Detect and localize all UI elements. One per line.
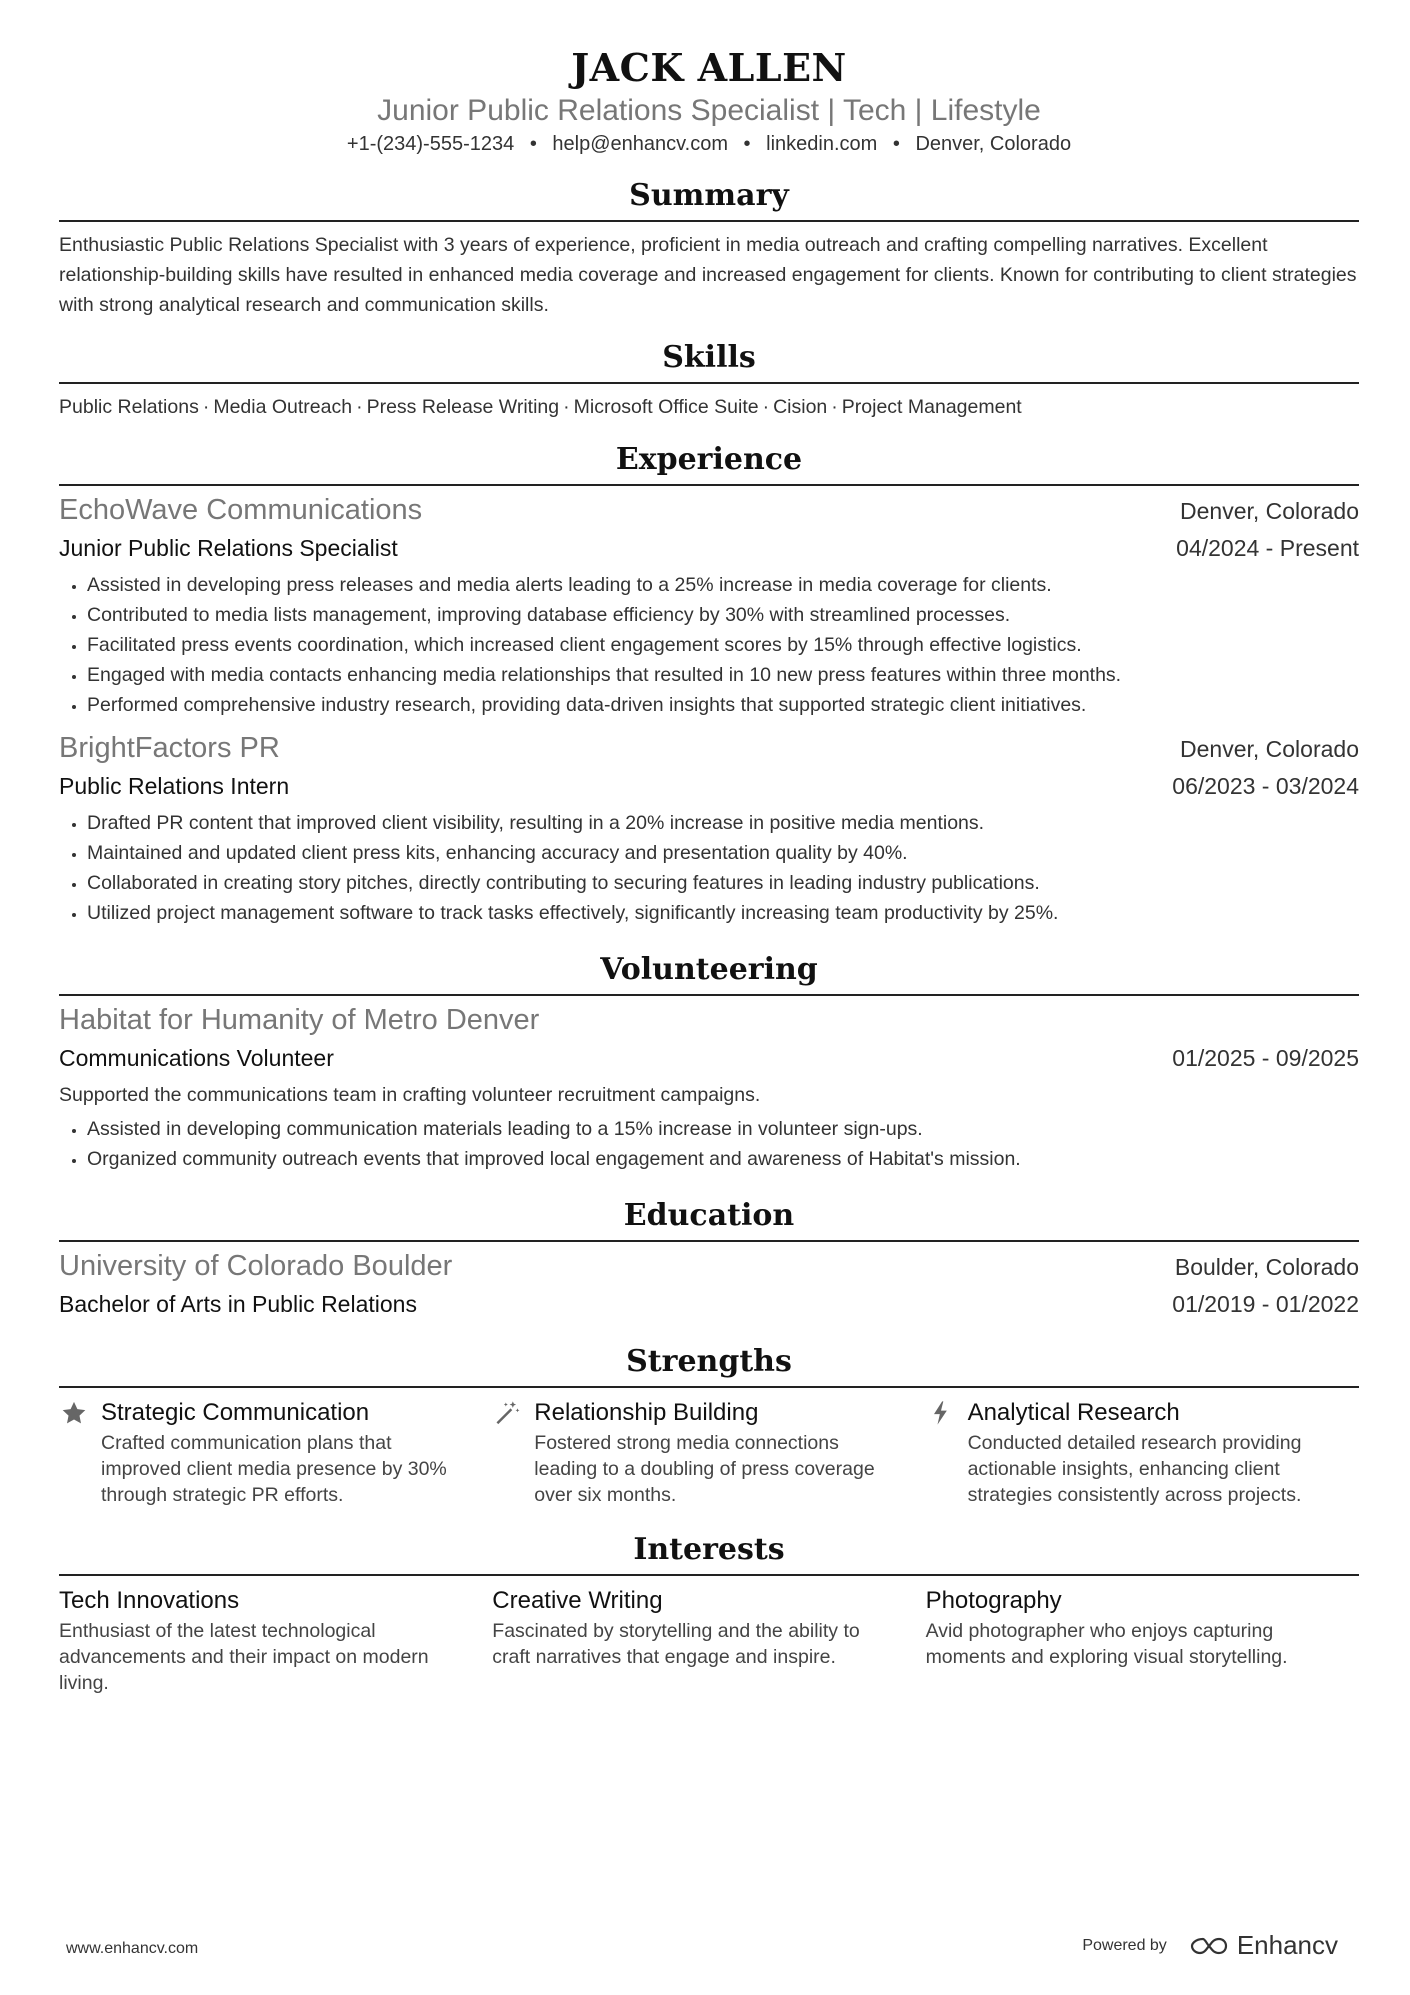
organization-name: Habitat for Humanity of Metro Denver — [59, 1004, 540, 1036]
school-name: University of Colorado Boulder — [59, 1250, 453, 1282]
magic-wand-icon — [492, 1398, 522, 1428]
entry-subheader — [59, 1040, 1359, 1076]
section-divider — [59, 220, 1359, 222]
achievement-item: • Assisted in developing communication materials leading to a 15% increase in volunteer sign-ups. — [87, 1114, 1359, 1144]
volunteer-role: Communications Volunteer — [59, 1045, 334, 1071]
strength-title: Relationship Building — [534, 1399, 759, 1426]
interest-item — [492, 1584, 925, 1696]
strength-text: Conducted detailed research providing actionable insights, enhancing client strategies consistently across projects. — [967, 1432, 1302, 1506]
email[interactable]: help@enhancv.com — [552, 133, 728, 155]
brand-name: Enhancv — [1236, 1930, 1338, 1960]
volunteering-entry — [59, 1000, 1359, 1174]
separator: · — [563, 396, 570, 418]
entry-subheader — [59, 768, 1359, 804]
volunteering-description: Supported the communications team in crafting volunteer recruitment campaigns. — [59, 1084, 761, 1106]
experience-entry — [59, 728, 1359, 928]
strength-header — [926, 1396, 1331, 1430]
section-divider — [59, 484, 1359, 486]
section-title: Strengths — [626, 1344, 792, 1379]
skills-list — [59, 392, 1359, 422]
interest-item — [926, 1584, 1359, 1696]
separator: • — [892, 133, 900, 155]
candidate-name: JACK ALLEN — [571, 45, 847, 90]
achievement-item: • Assisted in developing press releases and media alerts leading to a 25% increase in media coverage for clients. — [87, 570, 1359, 600]
volunteering-section — [59, 950, 1359, 1174]
interest-item — [59, 1584, 492, 1696]
section-divider — [59, 1240, 1359, 1242]
achievement-item: • Performed comprehensive industry research, providing data-driven insights that supported strategic client initiatives. — [87, 690, 1359, 720]
interest-title: Tech Innovations — [59, 1587, 240, 1614]
experience-entry — [59, 490, 1359, 720]
interests-grid — [59, 1584, 1359, 1696]
star-icon — [59, 1398, 89, 1428]
skill-item: Press Release Writing — [366, 396, 560, 418]
strength-title: Analytical Research — [967, 1399, 1180, 1426]
entry-dates: 04/2024 - Present — [1176, 535, 1359, 561]
summary-text: Enthusiastic Public Relations Specialist with 3 years of experience, proficient in media outreach and crafting compelling narratives. Excellent relationship-building skills have resulted in enhanced media coverage and increased engagement for clients. Known for contributing to client strategies with strong analytical research and communication skills. — [59, 234, 1357, 316]
section-divider — [59, 382, 1359, 384]
skills-section — [59, 338, 1359, 422]
separator: · — [831, 396, 838, 418]
section-title: Volunteering — [600, 952, 818, 987]
resume-header — [59, 44, 1359, 158]
candidate-headline: Junior Public Relations Specialist | Tech | Lifestyle — [377, 94, 1041, 127]
brand-logo[interactable] — [1189, 1930, 1338, 1961]
skill-item: Project Management — [841, 396, 1022, 418]
section-title: Skills — [662, 340, 756, 375]
education-entry — [59, 1246, 1359, 1322]
interest-title: Photography — [925, 1587, 1062, 1614]
entry-location: Denver, Colorado — [1180, 498, 1359, 524]
entry-header — [59, 1000, 1359, 1040]
interest-title: Creative Writing — [492, 1587, 663, 1614]
strengths-section — [59, 1342, 1359, 1508]
entry-location: Denver, Colorado — [1180, 736, 1359, 762]
section-title: Education — [623, 1198, 795, 1233]
footer-website[interactable]: www.enhancv.com — [66, 1940, 199, 1957]
resume-page — [59, 44, 1359, 1696]
enhancv-logo-icon — [1189, 1935, 1229, 1957]
summary-section — [59, 176, 1359, 320]
achievement-item: • Collaborated in creating story pitches, directly contributing to securing features in leading industry publications. — [87, 868, 1359, 898]
entry-header — [59, 490, 1359, 530]
strength-item — [492, 1396, 925, 1508]
section-divider — [59, 994, 1359, 996]
achievement-item: • Drafted PR content that improved client visibility, resulting in a 20% increase in positive media mentions. — [87, 808, 1359, 838]
separator: · — [356, 396, 363, 418]
separator: • — [743, 133, 751, 155]
section-title: Interests — [633, 1532, 785, 1567]
achievement-item: • Facilitated press events coordination, which increased client engagement scores by 15% through effective logistics. — [87, 630, 1359, 660]
achievement-item: • Engaged with media contacts enhancing media relationships that resulted in 10 new press features within three months. — [87, 660, 1359, 690]
achievement-list — [59, 808, 1359, 928]
strength-text: Crafted communication plans that improved client media presence by 30% through strategic PR efforts. — [101, 1432, 447, 1506]
section-title: Summary — [629, 178, 789, 213]
entry-dates: 01/2025 - 09/2025 — [1172, 1045, 1359, 1071]
separator: · — [202, 396, 210, 418]
achievement-item: • Maintained and updated client press kits, enhancing accuracy and presentation quality by 40%. — [87, 838, 1359, 868]
strength-header — [59, 1396, 464, 1430]
strength-item — [59, 1396, 492, 1508]
entry-subheader — [59, 530, 1359, 566]
separator: · — [762, 396, 770, 418]
strength-item — [926, 1396, 1359, 1508]
linkedin-link[interactable]: linkedin.com — [766, 133, 878, 155]
achievement-item: • Contributed to media lists management, improving database efficiency by 30% with streamlined processes. — [87, 600, 1359, 630]
separator: • — [529, 133, 537, 155]
entry-header — [59, 728, 1359, 768]
entry-location: Boulder, Colorado — [1174, 1254, 1359, 1280]
interest-text: Avid photographer who enjoys capturing moments and exploring visual storytelling. — [925, 1620, 1288, 1668]
achievement-item: • Utilized project management software to track tasks effectively, significantly increasing team productivity by 25%. — [87, 898, 1359, 928]
strength-text: Fostered strong media connections leading to a doubling of press coverage over six months. — [534, 1432, 875, 1506]
skill-item: Cision — [773, 396, 828, 418]
job-title: Public Relations Intern — [59, 773, 290, 799]
company-name: EchoWave Communications — [59, 494, 423, 526]
entry-header — [59, 1246, 1359, 1286]
strength-title: Strategic Communication — [101, 1399, 370, 1426]
lightning-icon — [926, 1398, 956, 1428]
strength-header — [492, 1396, 897, 1430]
degree: Bachelor of Arts in Public Relations — [59, 1291, 417, 1317]
achievement-list — [59, 1114, 1359, 1174]
experience-section — [59, 440, 1359, 928]
achievement-item: • Organized community outreach events that improved local engagement and awareness of Habitat's mission. — [87, 1144, 1359, 1174]
skill-item: Microsoft Office Suite — [573, 396, 759, 418]
job-title: Junior Public Relations Specialist — [59, 535, 398, 561]
entry-subheader — [59, 1286, 1359, 1322]
section-divider — [59, 1386, 1359, 1388]
achievement-list — [59, 570, 1359, 720]
interest-text: Enthusiast of the latest technological advancements and their impact on modern living. — [59, 1620, 429, 1694]
phone[interactable]: +1-(234)-555-1234 — [346, 133, 515, 155]
entry-dates: 01/2019 - 01/2022 — [1172, 1291, 1359, 1317]
entry-dates: 06/2023 - 03/2024 — [1172, 773, 1359, 799]
interests-section — [59, 1530, 1359, 1696]
interest-text: Fascinated by storytelling and the ability to craft narratives that engage and inspire. — [492, 1620, 860, 1668]
company-name: BrightFactors PR — [59, 732, 280, 764]
powered-by-label: Powered by — [1082, 1936, 1167, 1954]
education-section — [59, 1196, 1359, 1322]
section-divider — [59, 1574, 1359, 1576]
contact-line — [59, 130, 1359, 158]
footer-branding — [1082, 1930, 1338, 1961]
section-title: Experience — [615, 442, 803, 477]
location: Denver, Colorado — [915, 133, 1072, 155]
skill-item: Public Relations — [59, 396, 199, 418]
strengths-grid — [59, 1396, 1359, 1508]
skill-item: Media Outreach — [213, 396, 353, 418]
